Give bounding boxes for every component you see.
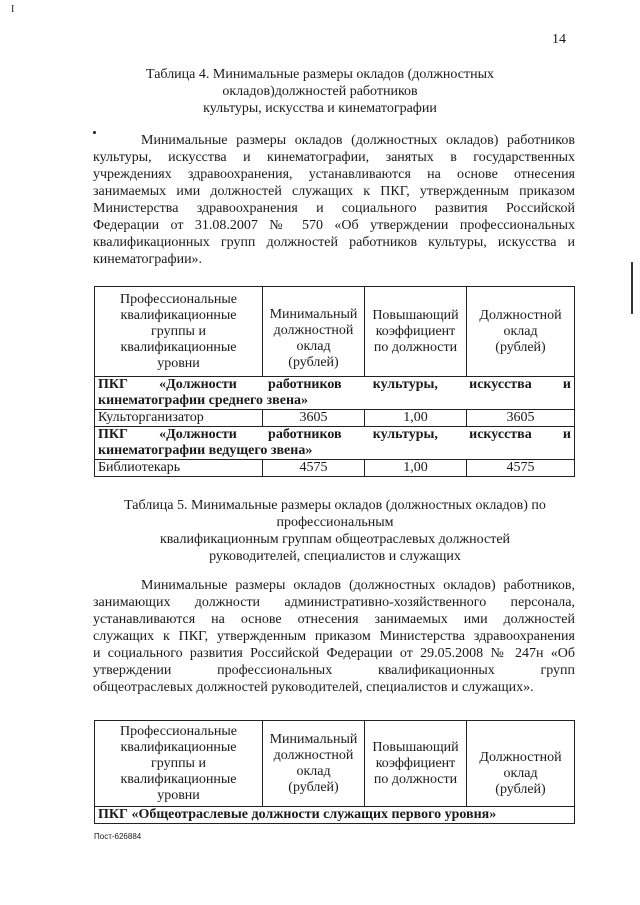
paragraph-line: служащих к ПКГ, утвержденным приказом Министерства здравоохранения: [93, 629, 575, 644]
header-qualification-groups: Профессиональные квалификационные группы и квалификационные уровни: [95, 287, 263, 377]
table5-paragraph: [93, 577, 575, 696]
header-coefficient: Повышающий коэффициент по должности: [365, 721, 467, 807]
paragraph-line: кинематографии».: [93, 252, 203, 267]
paragraph-line: Федерации от 31.08.2007 № 570 «Об утверждении профессиональных: [93, 218, 575, 233]
title-line: профессиональным: [276, 515, 394, 530]
title-line: квалификационным группам общеотраслевых должностей: [159, 532, 511, 547]
document-code: Пост-626884: [94, 832, 142, 841]
header-salary: Должностной оклад (рублей): [467, 287, 575, 377]
paragraph-line: устанавливаются на основе отнесения занимаемых ими должностей: [93, 612, 575, 627]
header-row: [95, 287, 575, 377]
group-row: [95, 427, 575, 460]
position-name: Библиотекарь: [95, 460, 263, 477]
page-number: 14: [552, 32, 566, 47]
group-row: [95, 377, 575, 410]
header-salary: Должностной оклад (рублей): [467, 721, 575, 807]
title-line: Таблица 4. Минимальные размеры окладов (должностных: [146, 67, 494, 82]
group-heading: ПКГ «Общеотраслевые должности служащих первого уровня»: [95, 807, 575, 824]
paragraph-line: Минимальные размеры окладов (должностных окладов) работников,: [141, 578, 575, 593]
title-line: культуры, искусства и кинематографии: [203, 101, 437, 116]
margin-line: [631, 262, 633, 314]
table4-paragraph: [93, 132, 575, 268]
table-row: [95, 410, 575, 427]
header-min-salary: Минимальный должностной оклад (рублей): [263, 721, 365, 807]
salary-table-5: [94, 720, 575, 824]
salary-value: 4575: [467, 460, 575, 477]
header-row: [95, 721, 575, 807]
paragraph-line: общеотраслевых должностей руководителей, специалистов и служащих».: [93, 680, 534, 695]
paragraph-line: Минимальные размеры окладов (должностных окладов) работников: [141, 133, 575, 148]
position-name: Культорганизатор: [95, 410, 263, 427]
paragraph-line: утверждении профессиональных квалификационных групп: [93, 663, 575, 678]
group-row: [95, 807, 575, 824]
header-min-salary: Минимальный должностной оклад (рублей): [263, 287, 365, 377]
margin-mark: I: [11, 4, 15, 15]
table5-title: [95, 497, 575, 565]
salary-value: 3605: [467, 410, 575, 427]
min-salary-value: 4575: [263, 460, 365, 477]
title-line: Таблица 5. Минимальные размеры окладов (должностных окладов) по: [124, 498, 546, 513]
paragraph-line: квалификационных групп должностей работников культуры, искусства и: [93, 235, 575, 250]
paragraph-line: учреждениях здравоохранения, устанавливаются на основе отнесения: [93, 167, 575, 182]
paragraph-line: и социального развития Российской Федерации от 29.05.2008 № 247н «Об: [93, 646, 575, 661]
paragraph-line: занимающих должности административно-хозяйственного персонала,: [93, 595, 575, 610]
group-heading: ПКГ «Должности работников культуры, искусства и кинематографии среднего звена»: [95, 377, 575, 410]
header-qualification-groups: Профессиональные квалификационные группы и квалификационные уровни: [95, 721, 263, 807]
paragraph-line: занимаемых ими должностей служащих к ПКГ, утвержденным приказом: [93, 184, 575, 199]
table-row: [95, 460, 575, 477]
salary-table-4: [94, 286, 575, 477]
group-heading: ПКГ «Должности работников культуры, искусства и кинематографии ведущего звена»: [95, 427, 575, 460]
coefficient-value: 1,00: [365, 460, 467, 477]
table4-title: [110, 66, 530, 117]
header-coefficient: Повышающий коэффициент по должности: [365, 287, 467, 377]
min-salary-value: 3605: [263, 410, 365, 427]
paragraph-line: культуры, искусства и кинематографии, занятых в государственных: [93, 150, 575, 165]
coefficient-value: 1,00: [365, 410, 467, 427]
paragraph-line: Министерства здравоохранения и социального развития Российской: [93, 201, 575, 216]
title-line: руководителей, специалистов и служащих: [209, 549, 461, 564]
title-line: окладов)должностей работников: [222, 84, 418, 99]
